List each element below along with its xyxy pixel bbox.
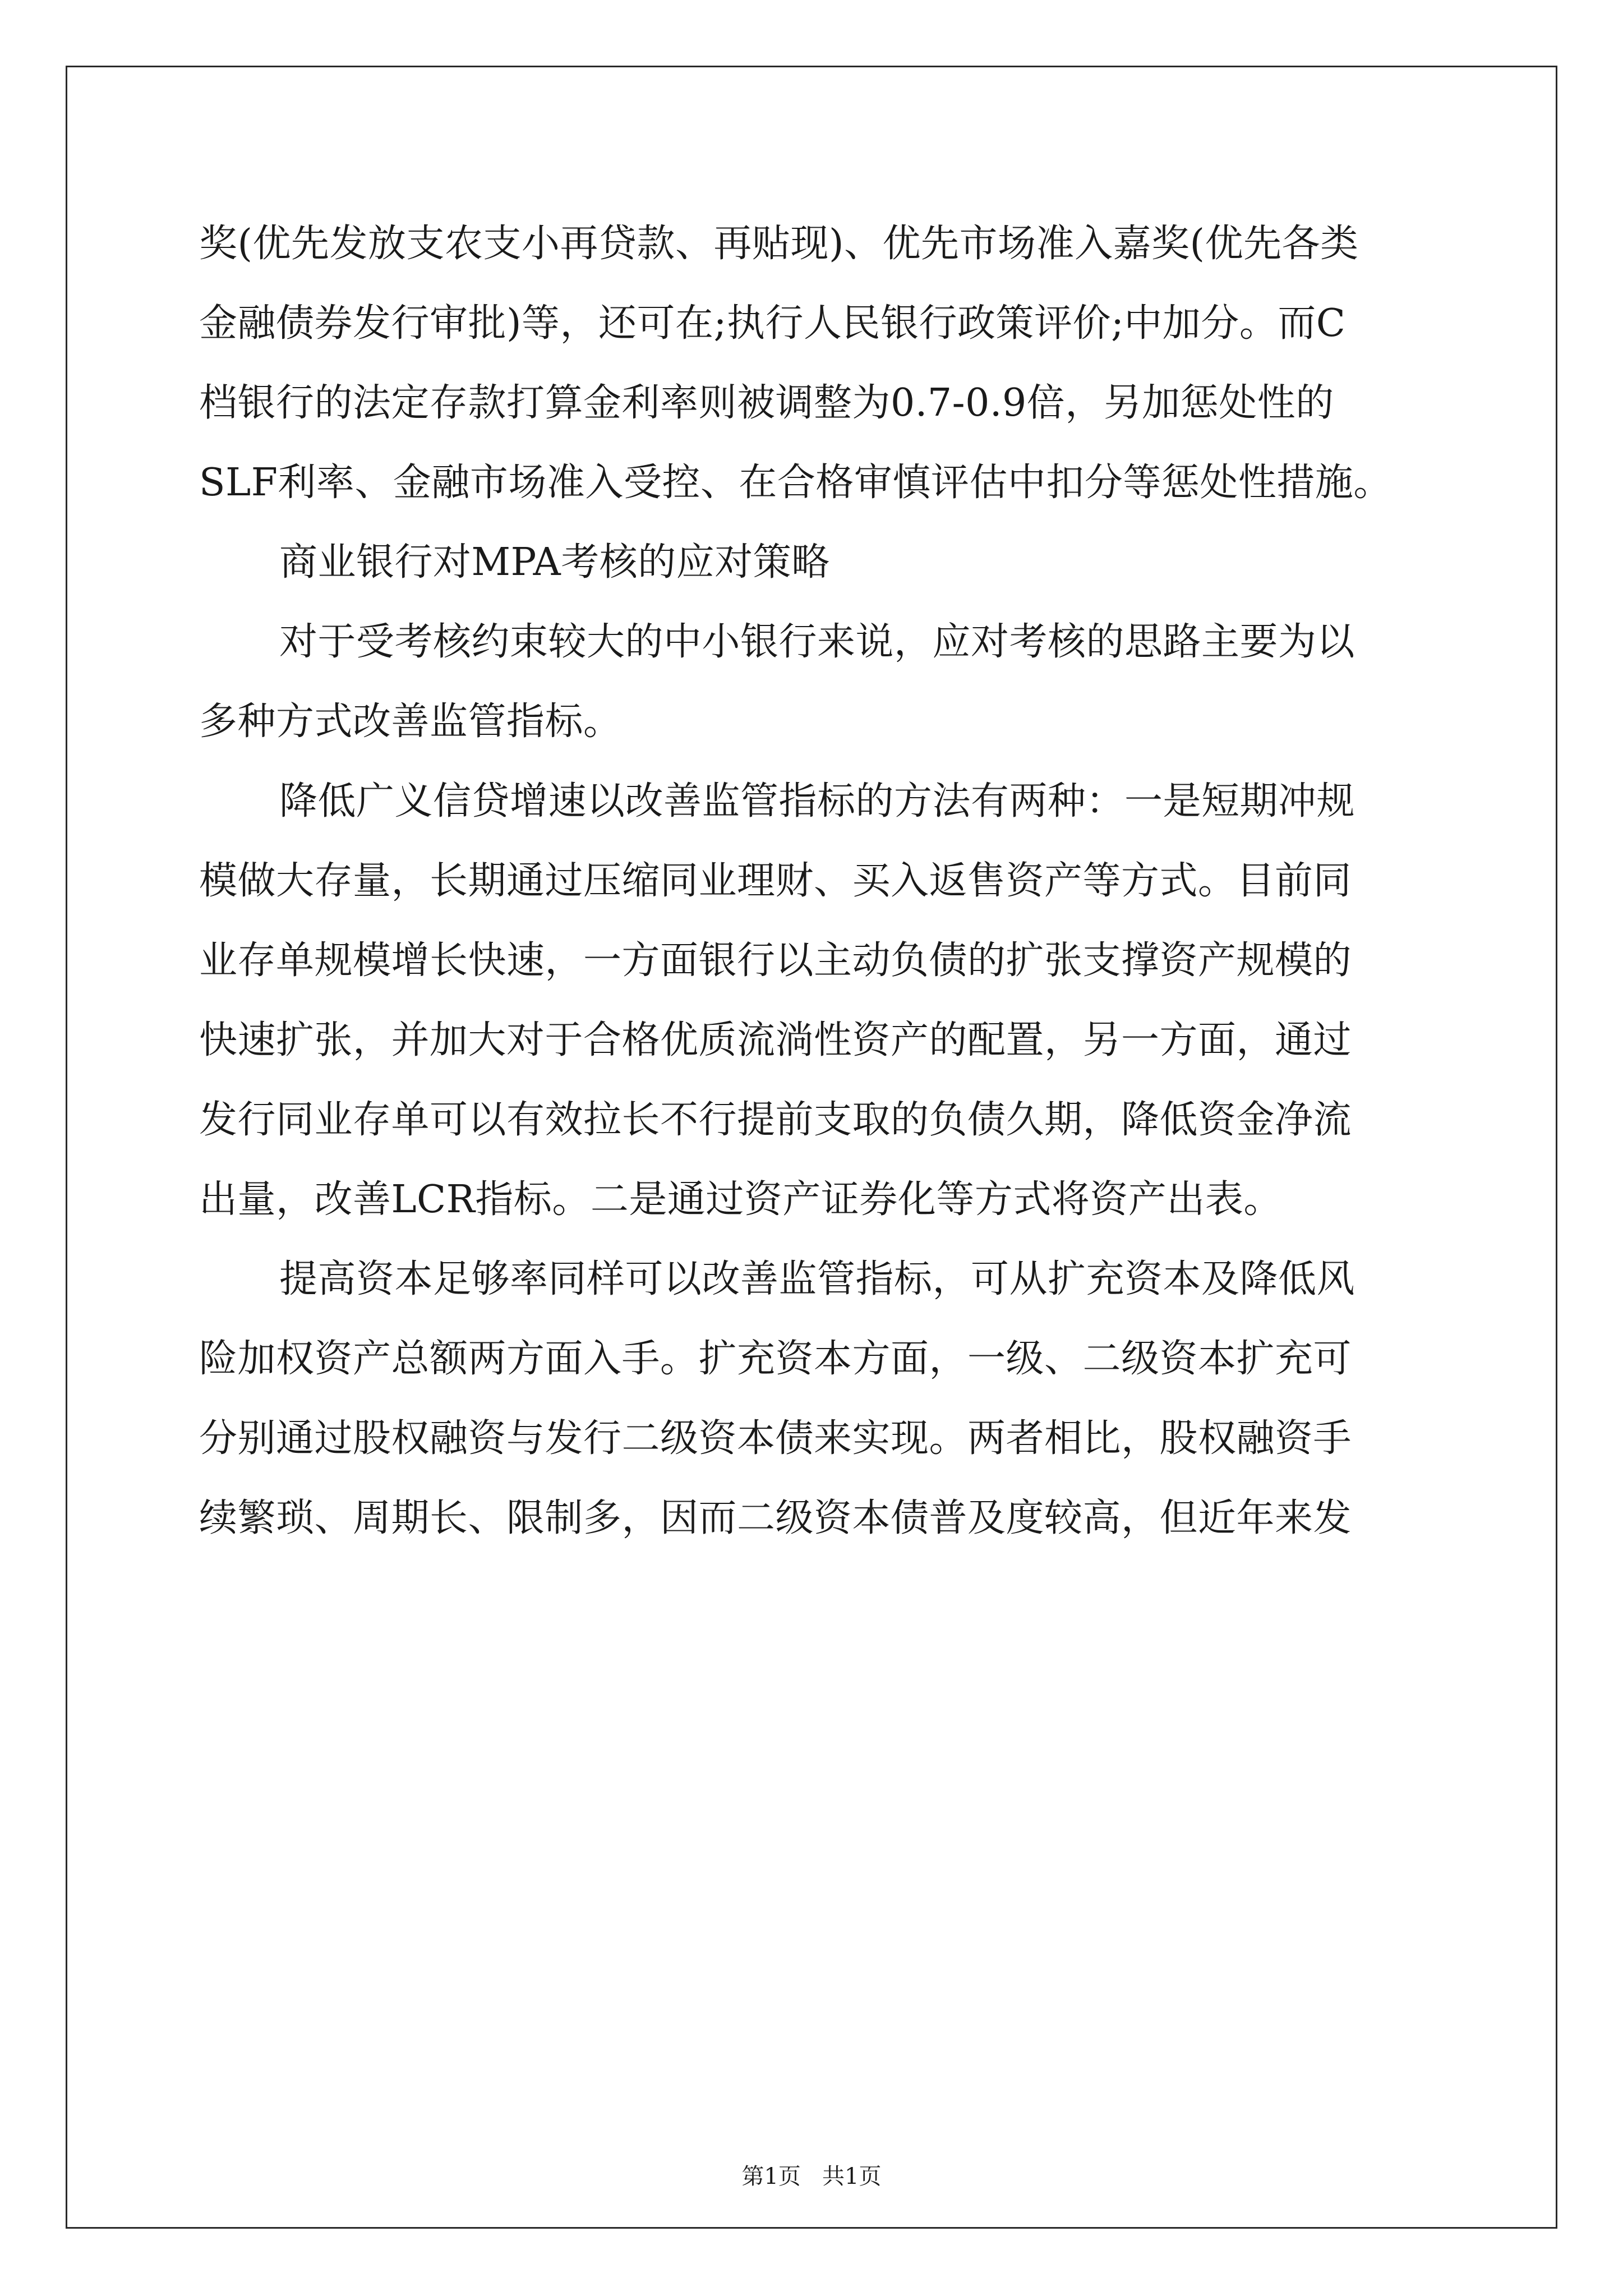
paragraph-start-line: 提高资本足够率同样可以改善监管指标，可从扩充资本及降低风 [279, 1257, 1355, 1301]
text-line: 奖(优先发放支农支小再贷款、再贴现)、优先市场准入嘉奖(优先各类 [199, 222, 1359, 266]
section-heading: 商业银行对MPA考核的应对策略 [279, 540, 830, 585]
text-line: 金融债券发行审批)等，还可在;执行人民银行政策评价;中加分。而C [199, 301, 1346, 346]
text-line: 快速扩张，并加大对于合格优质流淌性资产的配置，另一方面，通过 [199, 1018, 1352, 1062]
paragraph-start-line: 降低广义信贷增速以改善监管指标的方法有两种：一是短期冲规 [279, 779, 1355, 823]
text-line: 多种方式改善监管指标。 [199, 700, 622, 744]
text-line: 险加权资产总额两方面入手。扩充资本方面，一级、二级资本扩充可 [199, 1337, 1352, 1381]
text-line: 分别通过股权融资与发行二级资本债来实现。两者相比，股权融资手 [199, 1416, 1352, 1461]
text-line: 档银行的法定存款打算金利率则被调整为0.7-0.9倍，另加惩处性的 [199, 381, 1334, 425]
text-line: 发行同业存单可以有效拉长不行提前支取的负债久期，降低资金净流 [199, 1098, 1352, 1142]
text-line: 业存单规模增长快速，一方面银行以主动负债的扩张支撑资产规模的 [199, 938, 1352, 983]
page-footer: 第1页 共1页 [741, 2164, 882, 2189]
text-line: 模做大存量，长期通过压缩同业理财、买入返售资产等方式。目前同 [199, 859, 1352, 903]
text-line: 续繁琐、周期长、限制多，因而二级资本债普及度较高，但近年来发 [199, 1496, 1352, 1540]
text-line: 出量，改善LCR指标。二是通过资产证券化等方式将资产出表。 [199, 1177, 1282, 1222]
text-line: SLF利率、金融市场准入受控、在合格审慎评估中扣分等惩处性措施。 [199, 461, 1392, 505]
paragraph-start-line: 对于受考核约束较大的中小银行来说，应对考核的思路主要为以 [279, 620, 1355, 664]
